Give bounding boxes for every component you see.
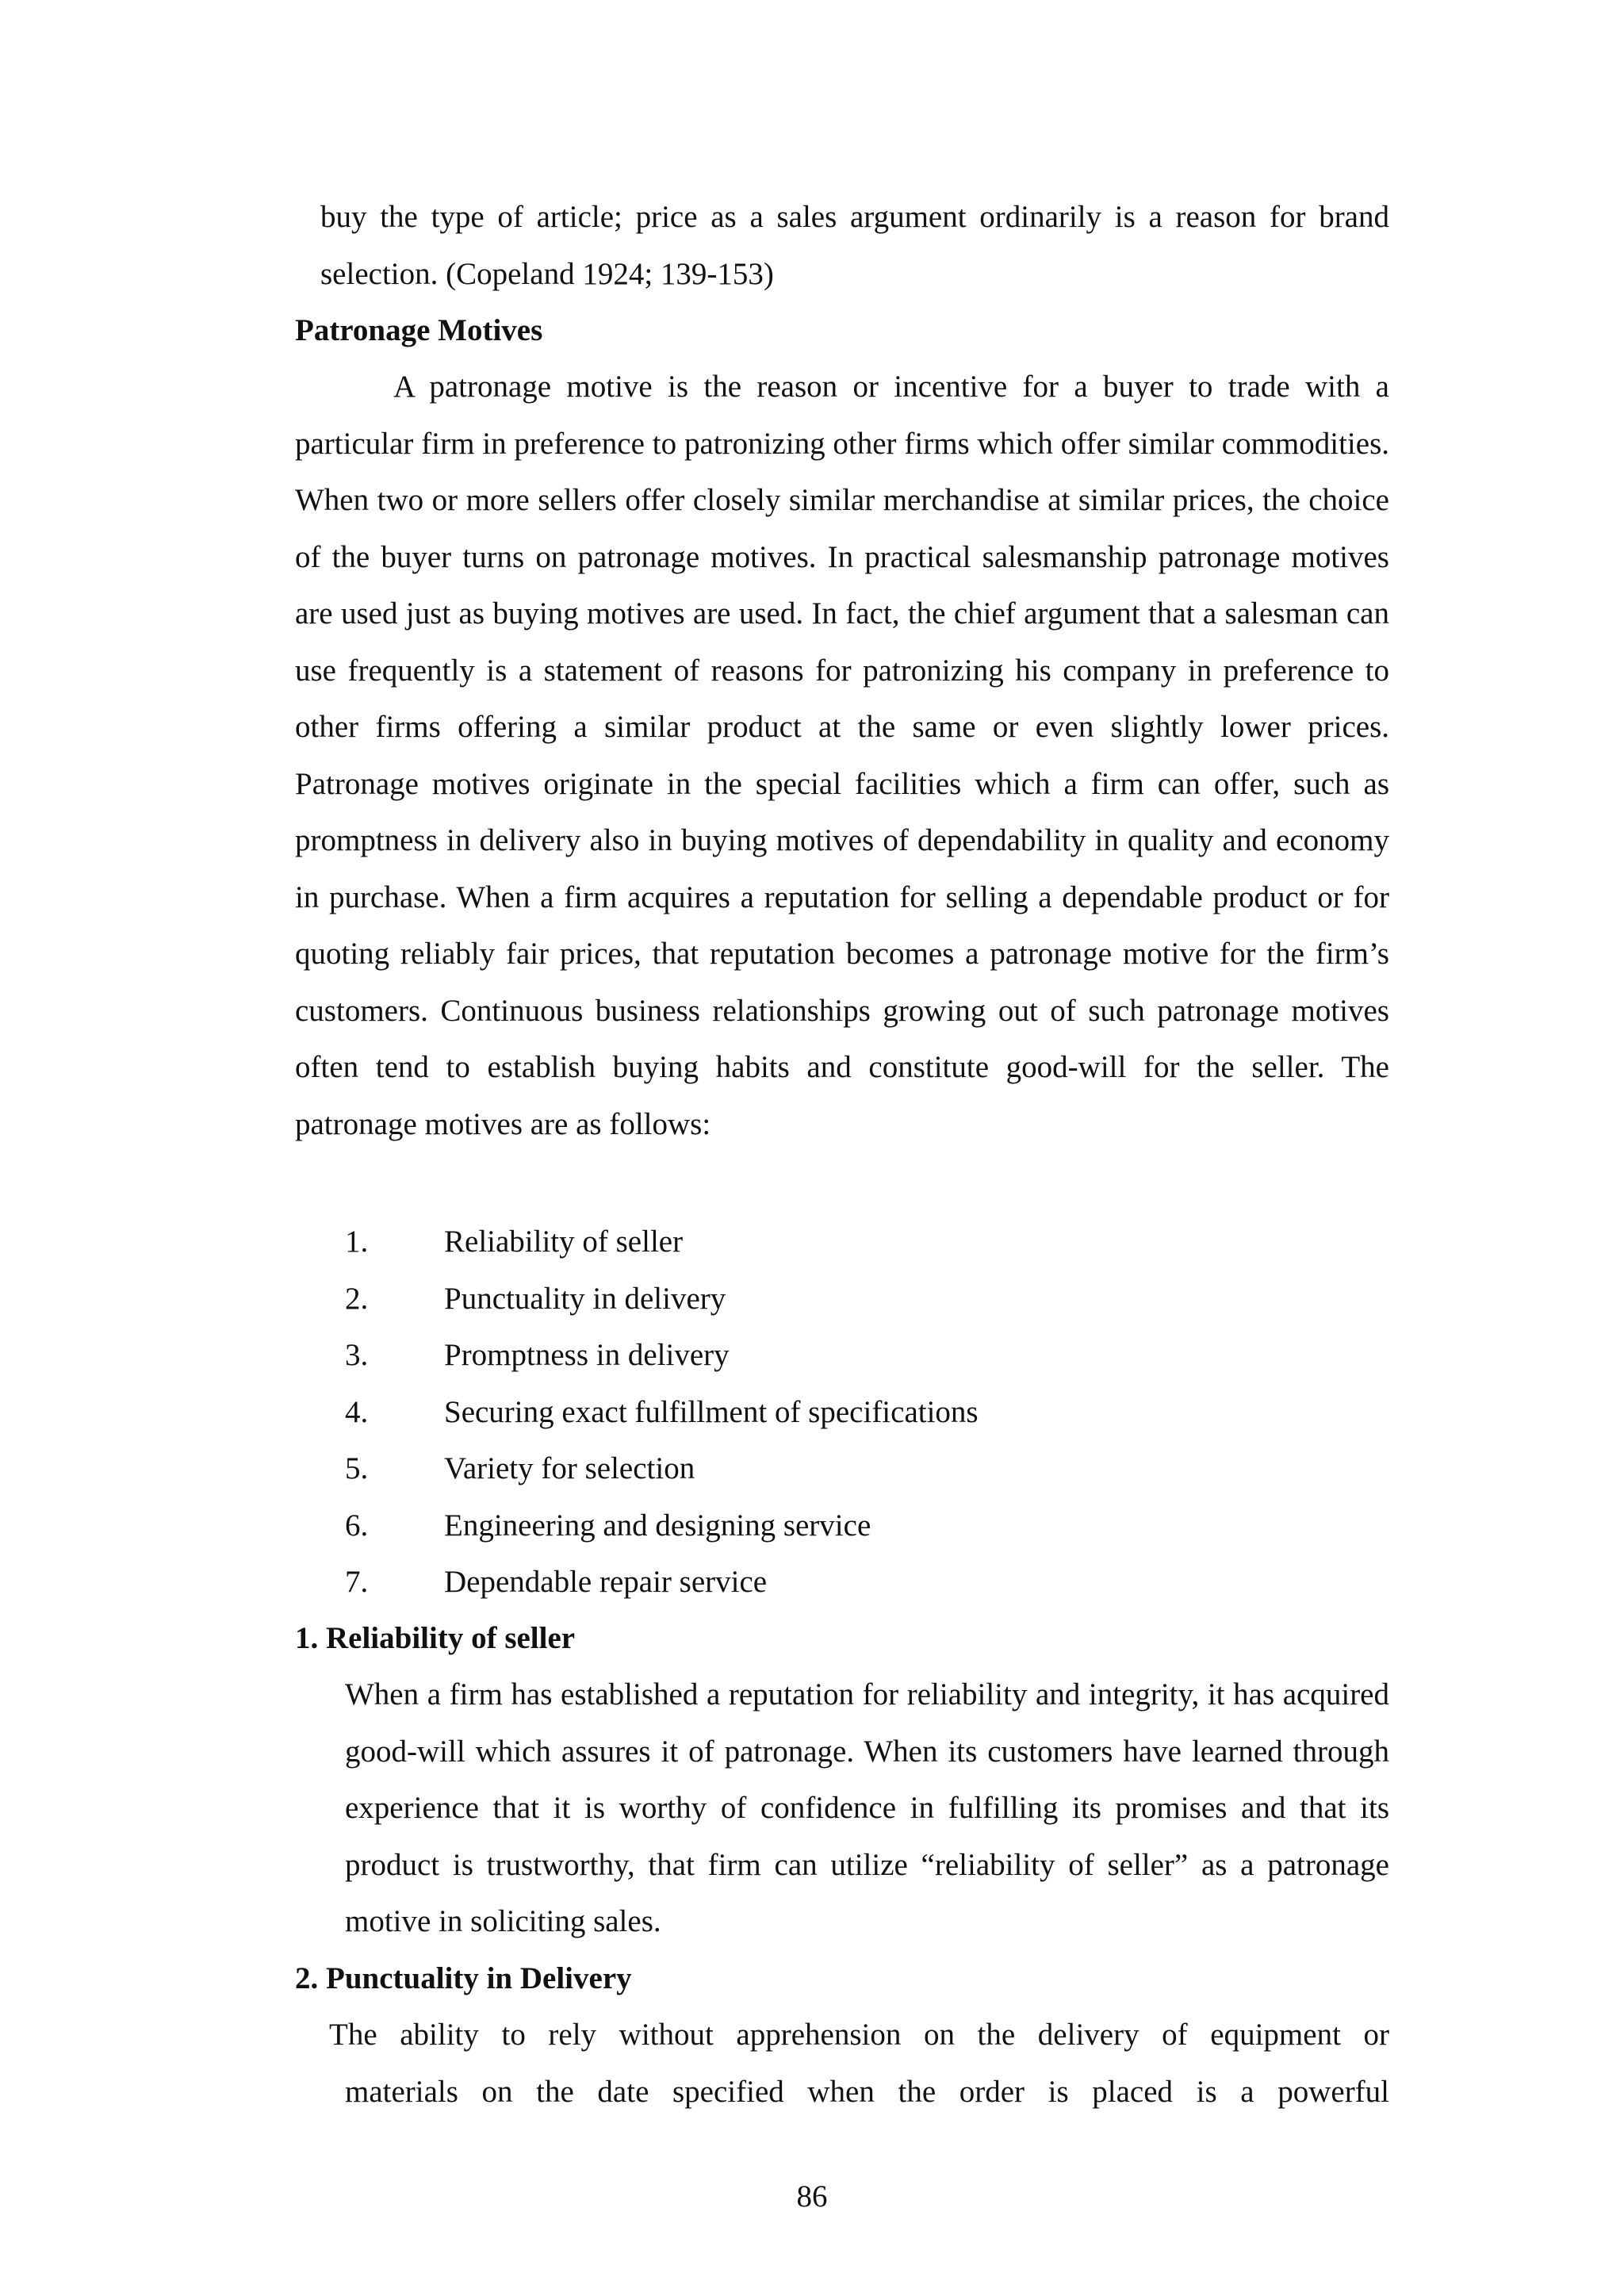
section-heading-patronage-motives: Patronage Motives <box>295 313 543 347</box>
list-item <box>345 1327 979 1384</box>
list-item-text: Dependable repair service <box>444 1565 768 1599</box>
list-item-text: Securing exact fulfillment of specifications <box>444 1394 979 1429</box>
punctuality-first-line: The ability to rely without apprehension on the delivery of equipment or <box>329 2018 1389 2052</box>
list-item <box>345 1554 979 1611</box>
punctuality-paragraph <box>329 2007 1389 2120</box>
subsection-heading-punctuality: 2. Punctuality in Delivery <box>295 1961 632 1995</box>
list-item-text: Promptness in delivery <box>444 1338 730 1372</box>
patronage-motives-list <box>345 1213 979 1611</box>
list-item-number: 6. <box>345 1508 369 1543</box>
list-item-text: Reliability of seller <box>444 1225 684 1259</box>
list-item-number: 1. <box>345 1225 369 1259</box>
continuation-paragraph: buy the type of article; price as a sales argument ordinarily is a reason for brand selection. (Copeland 1924; 139-153) <box>320 200 1389 291</box>
list-item-text: Engineering and designing service <box>444 1508 871 1543</box>
list-item <box>345 1213 979 1271</box>
list-item-number: 4. <box>345 1394 369 1429</box>
patronage-motives-paragraph: A patronage motive is the reason or incentive for a buyer to trade with a particular firm in preference to patronizing other firms which offer similar commodities. When two or more sellers offer closely similar merchandise at similar prices, the choice of the buyer turns on patronage motives. In practical salesmanship patronage motives are used just as buying motives are used. In fact, the chief argument that a salesman can use frequently is a statement of reasons for patronizing his company in preference to other firms offering a similar product at the same or even slightly lower prices. Patronage motives originate in the special facilities which a firm can offer, such as promptness in delivery also in buying motives of dependability in quality and economy in purchase. When a firm acquires a reputation for selling a dependable product or for quoting reliably fair prices, that reputation becomes a patronage motive for the firm’s customers. Continuous business relationships growing out of such patronage motives often tend to establish buying habits and constitute good-will for the seller. The patronage motives are as follows: <box>295 370 1389 1141</box>
list-item-number: 7. <box>345 1565 369 1599</box>
list-item <box>345 1384 979 1441</box>
list-item-number: 5. <box>345 1451 369 1485</box>
list-item-text: Variety for selection <box>444 1451 695 1485</box>
list-item-number: 2. <box>345 1281 369 1316</box>
list-item-number: 3. <box>345 1338 369 1372</box>
list-item-text: Punctuality in delivery <box>444 1281 726 1316</box>
punctuality-second-line: materials on the date specified when the order is placed is a powerful <box>345 2074 1389 2109</box>
subsection-heading-reliability: 1. Reliability of seller <box>295 1621 576 1655</box>
list-item <box>345 1497 979 1554</box>
reliability-paragraph: When a firm has established a reputation for reliability and integrity, it has acquired good-will which assures it of patronage. When its customers have learned through experience that it is worthy of confidence in fulfilling its promises and that its product is trustworthy, that firm can utilize “reliability of seller” as a patronage motive in soliciting sales. <box>345 1677 1389 1938</box>
list-item <box>345 1440 979 1497</box>
page-number: 86 <box>796 2179 828 2214</box>
list-item <box>345 1271 979 1328</box>
